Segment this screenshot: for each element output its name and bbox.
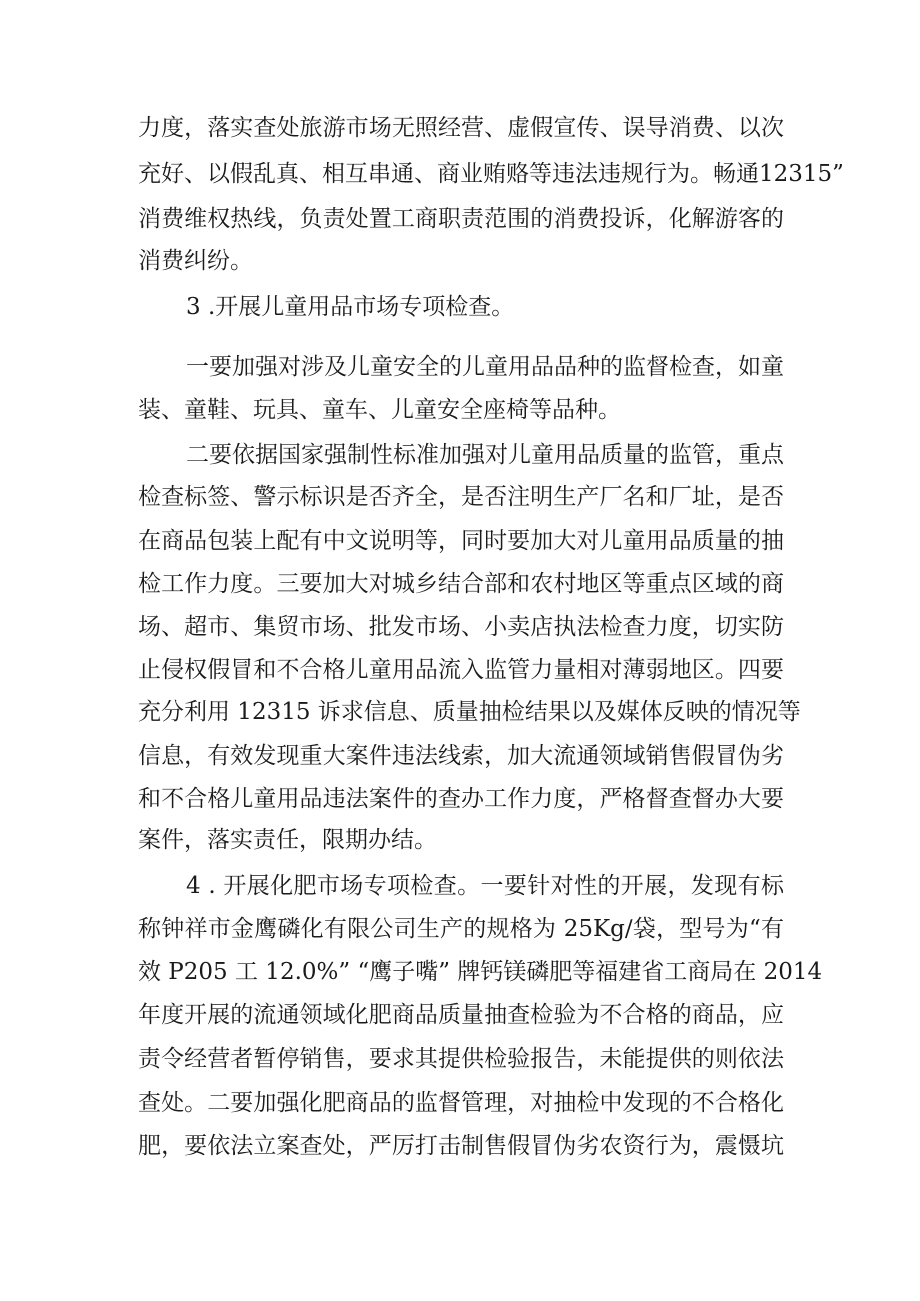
text-line: 在商品包装上配有中文说明等，同时要加大对儿童用品质量的抽 <box>138 528 784 554</box>
text-line: 消费维权热线，负责处置工商职责范围的消费投诉，化解游客的 <box>138 206 784 232</box>
text-line: 检查标签、警示标识是否齐全，是否注明生产厂名和厂址，是否 <box>138 484 784 510</box>
text-line: 和不合格儿童用品违法案件的查办工作力度，严格督查督办大要 <box>138 786 784 812</box>
section-heading: 3 .开展儿童用品市场专项检查。 <box>186 294 515 320</box>
text-line: 肥，要依法立案查处，严厉打击制售假冒伪劣农资行为，震慑坑 <box>138 1133 784 1159</box>
text-line: 称钟祥市金鹰磷化有限公司生产的规格为 25Kg∕袋，型号为“有 <box>138 916 784 942</box>
text-line: 责令经营者暂停销售，要求其提供检验报告，未能提供的则依法 <box>138 1046 784 1072</box>
text-line: 信息，有效发现重大案件违法线索，加大流通领域销售假冒伪劣 <box>138 743 784 769</box>
text-line: 检工作力度。三要加大对城乡结合部和农村地区等重点区域的商 <box>138 571 784 597</box>
text-line: 效 P205 工 12.0%” “鹰子嘴” 牌钙镁磷肥等福建省工商局在 2014 <box>138 959 823 985</box>
text-line: 力度，落实查处旅游市场无照经营、虚假宣传、误导消费、以次 <box>138 115 784 141</box>
text-line: 充好、以假乱真、相互串通、商业贿赂等违法违规行为。畅通12315” <box>138 161 844 187</box>
section-heading: 4 . 开展化肥市场专项检查。一要针对性的开展，发现有标 <box>186 873 784 899</box>
text-line: 案件，落实责任，限期办结。 <box>138 827 437 853</box>
text-line: 场、超市、集贸市场、批发市场、小卖店执法检查力度，切实防 <box>138 614 784 640</box>
text-line: 二要依据国家强制性标准加强对儿童用品质量的监管，重点 <box>186 442 784 468</box>
text-line: 年度开展的流通领域化肥商品质量抽查检验为不合格的商品，应 <box>138 1002 784 1028</box>
text-line: 止侵权假冒和不合格儿童用品流入监管力量相对薄弱地区。四要 <box>138 657 784 683</box>
text-line: 一要加强对涉及儿童安全的儿童用品品种的监督检查，如童 <box>186 354 784 380</box>
text-line: 查处。二要加强化肥商品的监督管理，对抽检中发现的不合格化 <box>138 1090 784 1116</box>
text-line: 消费纠纷。 <box>138 248 253 274</box>
text-line: 装、童鞋、玩具、童车、儿童安全座椅等品种。 <box>138 397 621 423</box>
text-line: 充分利用 12315 诉求信息、质量抽检结果以及媒体反映的情况等 <box>138 699 801 725</box>
